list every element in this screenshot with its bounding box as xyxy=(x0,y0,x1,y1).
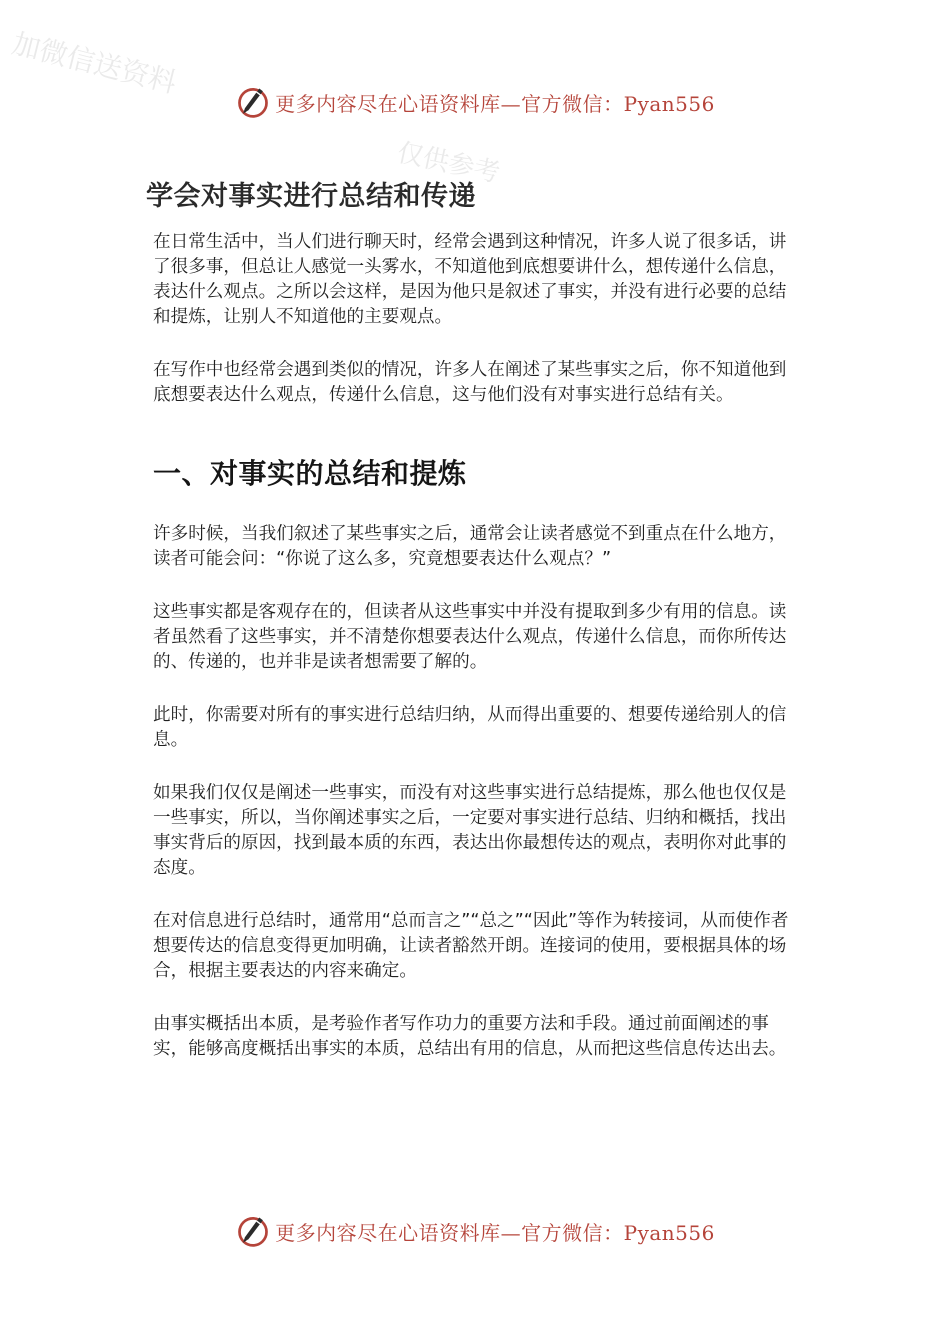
watermark-text: 仅供参考 xyxy=(394,137,503,189)
document-body xyxy=(153,230,798,1090)
section-paragraph: 许多时候，当我们叙述了某些事实之后，通常会让读者感觉不到重点在什么地方，读者可能会问：“你说了这么多，究竟想要表达什么观点？” xyxy=(153,524,787,569)
section-paragraph: 此时，你需要对所有的事实进行总结归纳，从而得出重要的、想要传递给别人的信息。 xyxy=(153,705,787,750)
watermark-text: 加微信送资料 xyxy=(8,26,180,100)
header-banner xyxy=(0,80,950,124)
section-paragraph: 在对信息进行总结时，通常用“总而言之”“总之”“因此”等作为转接词，从而使作者想要传达的信息变得更加明确，让读者豁然开朗。连接词的使用，要根据具体的场合，根据主要表达的内容来确定。 xyxy=(153,911,789,981)
section-paragraph: 这些事实都是客观存在的，但读者从这些事实中并没有提取到多少有用的信息。读者虽然看了这些事实，并不清楚你想要表达什么观点，传递什么信息，而你所传达的、传递的，也并非是读者想需要了解的。 xyxy=(153,602,787,672)
intro-paragraph: 在日常生活中，当人们进行聊天时，经常会遇到这种情况，许多人说了很多话，讲了很多事，但总让人感觉一头雾水，不知道他到底想要讲什么，想传递什么信息，表达什么观点。之所以会这样，是因为他只是叙述了事实，并没有进行必要的总结和提炼，让别人不知道他的主要观点。 xyxy=(153,232,787,327)
footer-banner xyxy=(0,1209,950,1253)
banner-text: 更多内容尽在心语资料库—官方微信：Pyan556 xyxy=(275,91,715,116)
section-paragraph: 由事实概括出本质，是考验作者写作功力的重要方法和手段。通过前面阐述的事实，能够高度概括出事实的本质，总结出有用的信息，从而把这些信息传达出去。 xyxy=(153,1014,787,1059)
section-paragraph: 如果我们仅仅是阐述一些事实，而没有对这些事实进行总结提炼，那么他也仅仅是一些事实，所以，当你阐述事实之后，一定要对事实进行总结、归纳和概括，找出事实背后的原因，找到最本质的东西，表达出你最想传达的观点，表明你对此事的态度。 xyxy=(153,783,787,878)
intro-paragraph: 在写作中也经常会遇到类似的情况，许多人在阐述了某些事实之后，你不知道他到底想要表达什么观点，传递什么信息，这与他们没有对事实进行总结有关。 xyxy=(153,360,787,405)
section-heading: 一、对事实的总结和提炼 xyxy=(153,457,467,490)
pen-circle-logo-icon xyxy=(235,84,271,120)
page-title: 学会对事实进行总结和传递 xyxy=(146,181,476,212)
pen-circle-logo-icon xyxy=(235,1213,271,1249)
banner-text: 更多内容尽在心语资料库—官方微信：Pyan556 xyxy=(275,1220,715,1245)
